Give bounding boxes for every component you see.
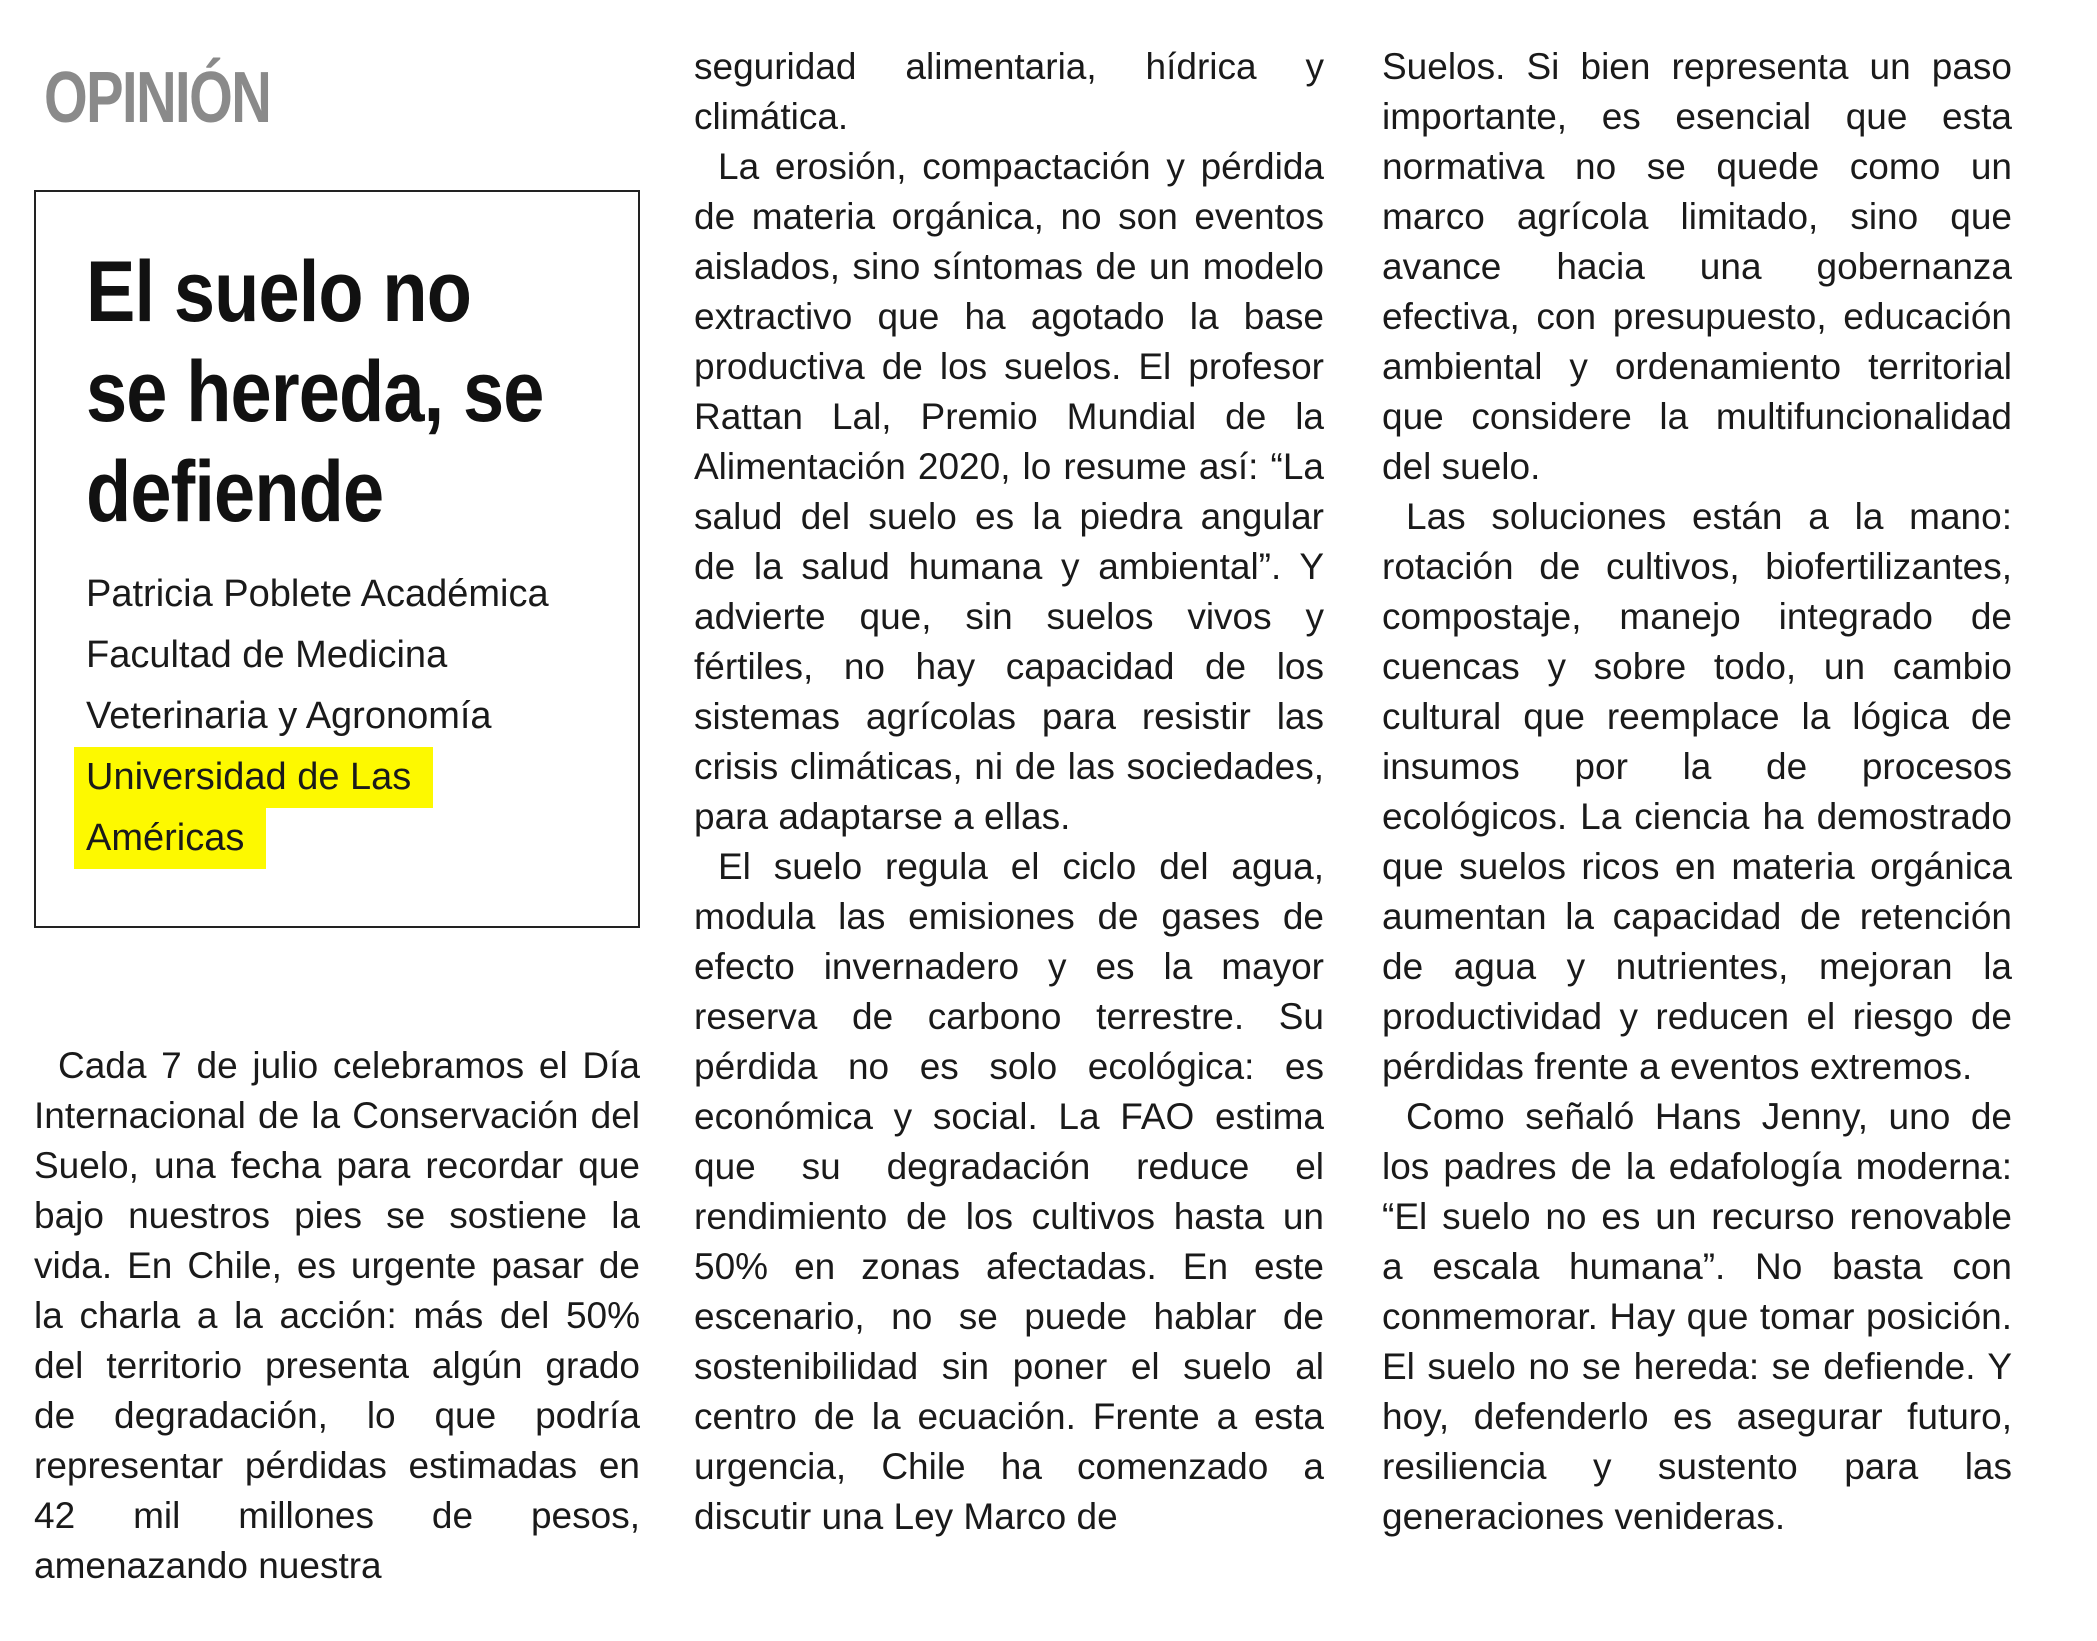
headline: El suelo no se hereda, se defiende <box>86 244 544 540</box>
paragraph-continuation: seguridad alimentaria, hídrica y climática. <box>694 46 1324 137</box>
author-line-highlighted <box>86 747 626 808</box>
section-label: OPINIÓN <box>44 58 271 138</box>
author-line: Patricia Poblete Académica <box>86 573 549 615</box>
paragraph: La erosión, compactación y pérdida de materia orgánica, no son eventos aislados, sino síntomas de un modelo extractivo que ha agotado la base productiva de los suelos. El profesor Rattan Lal, Premio Mundial de la Alimentación 2020, lo resume así: “La salud del suelo es la piedra angular de la salud humana y ambiental”. Y advierte que, sin suelos vivos y fértiles, no hay capacidad de los sistemas agrícolas para resistir las crisis climáticas, ni de las sociedades, para adaptarse a ellas. <box>694 146 1324 837</box>
paragraph: Las soluciones están a la mano: rotación de cultivos, biofertilizantes, compostaje, manejo integrado de cuencas y sobre todo, un cambio cultural que reemplace la lógica de insumos por la de procesos ecológicos. La ciencia ha demostrado que suelos ricos en materia orgánica aumentan la capacidad de retención de agua y nutrientes, mejoran la productividad y reducen el riesgo de pérdidas frente a eventos extremos. <box>1382 496 2012 1087</box>
author-line: Veterinaria y Agronomía <box>86 695 492 737</box>
body-column-1 <box>34 1041 640 1591</box>
highlight-mark: Universidad de Las <box>74 747 433 808</box>
highlight-mark: Américas <box>74 808 266 869</box>
paragraph-continuation: Suelos. Si bien representa un paso importante, es esencial que esta normativa no se quede como un marco agrícola limitado, sino que avance hacia una gobernanza efectiva, con presupuesto, educación ambiental y ordenamiento territorial que considere la multifuncionalidad del suelo. <box>1382 46 2012 487</box>
author-line: Facultad de Medicina <box>86 634 448 676</box>
body-column-3 <box>1382 42 2012 1542</box>
author-block <box>86 564 626 869</box>
paragraph: El suelo regula el ciclo del agua, modula las emisiones de gases de efecto invernadero y es la mayor reserva de carbono terrestre. Su pérdida no es solo ecológica: es económica y social. La FAO estima que su degradación reduce el rendimiento de los cultivos hasta un 50% en zonas afectadas. En este escenario, no se puede hablar de sostenibilidad sin poner el suelo al centro de la ecuación. Frente a esta urgencia, Chile ha comenzado a discutir una Ley Marco de <box>694 846 1324 1537</box>
author-line-highlighted <box>86 808 626 869</box>
paragraph: Cada 7 de julio celebramos el Día Internacional de la Conservación del Suelo, una fecha para recordar que bajo nuestros pies se sostiene la vida. En Chile, es urgente pasar de la charla a la acción: más del 50% del territorio presenta algún grado de degradación, lo que podría representar pérdidas estimadas en 42 mil millones de pesos, amenazando nuestra <box>34 1045 640 1586</box>
headline-box <box>34 190 640 928</box>
body-column-2 <box>694 42 1324 1542</box>
paragraph: Como señaló Hans Jenny, uno de los padres de la edafología moderna: “El suelo no es un recurso renovable a escala humana”. No basta con conmemorar. Hay que tomar posición. El suelo no se hereda: se defiende. Y hoy, defenderlo es asegurar futuro, resiliencia y sustento para las generaciones venideras. <box>1382 1096 2012 1537</box>
